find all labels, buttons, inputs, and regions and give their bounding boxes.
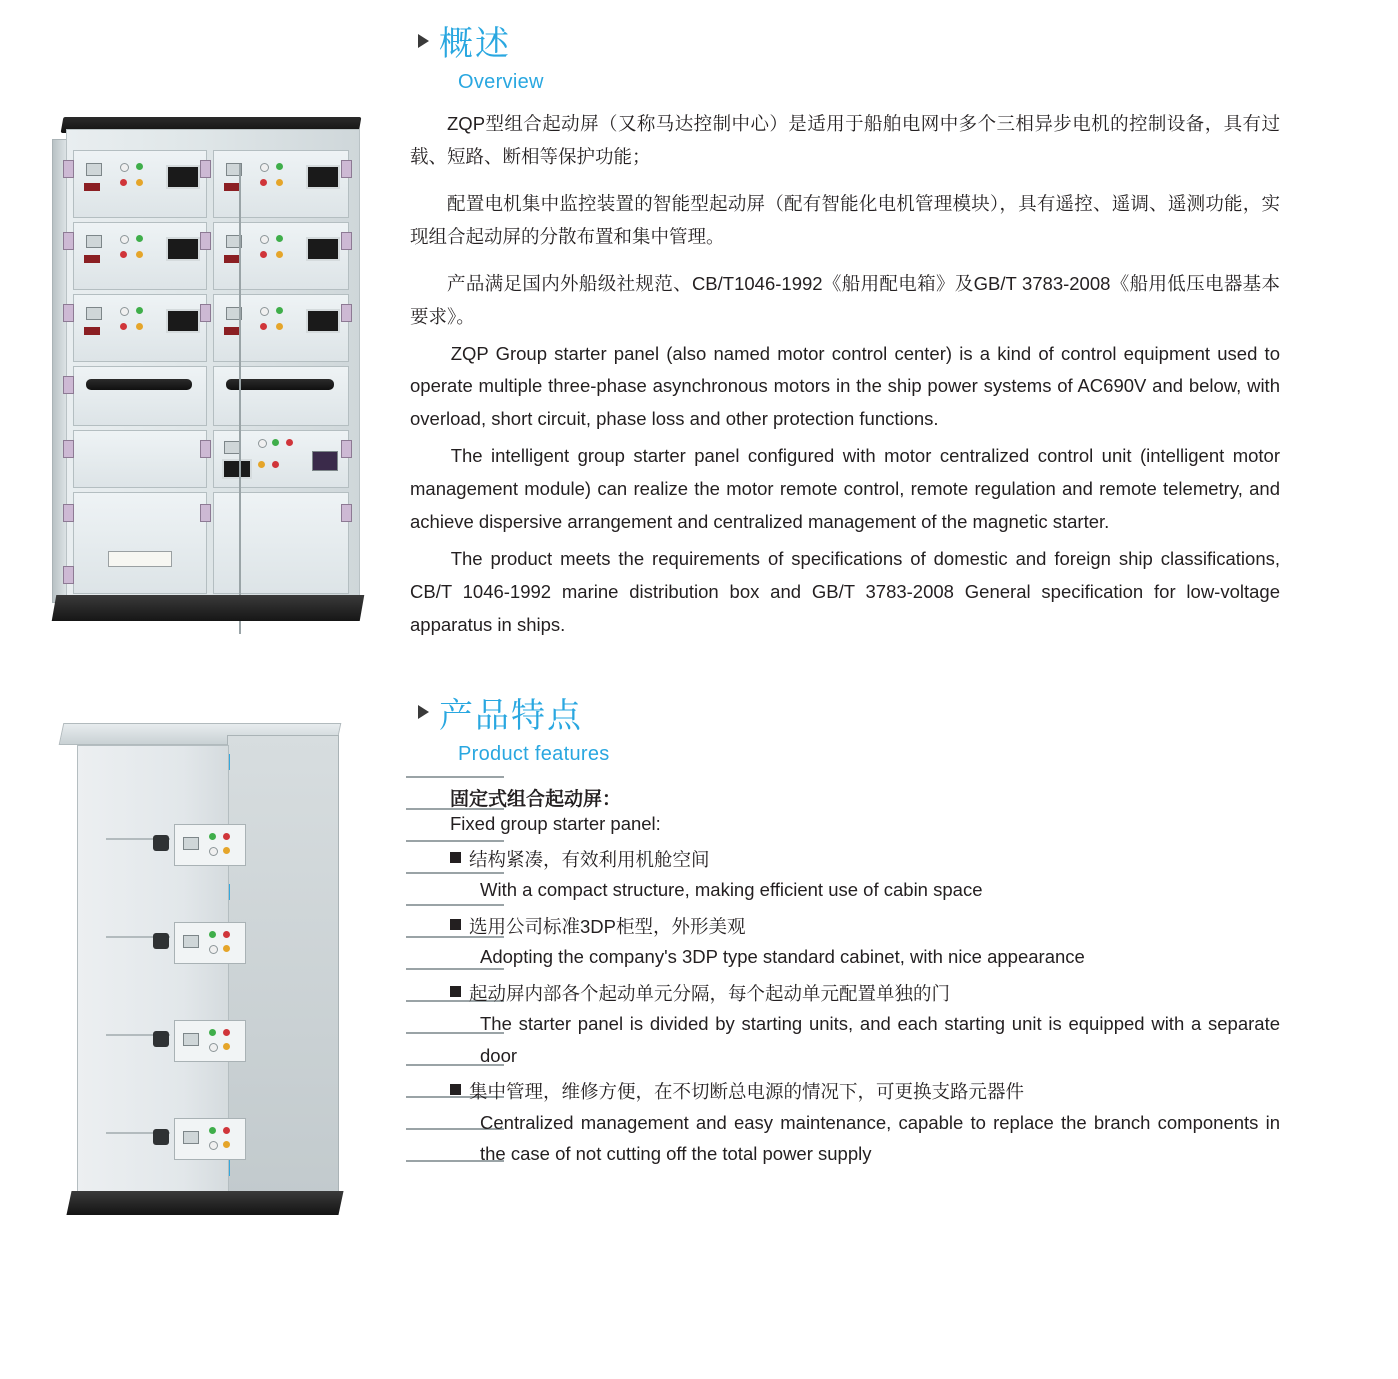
feature-cn-row (450, 979, 1280, 1009)
feature-text-en: With a compact structure, making efficient use of cabin space (480, 879, 983, 901)
feature-text-cn: 结构紧凑，有效利用机舱空间 (469, 848, 710, 870)
overview-paragraph-cn: 配置电机集中监控装置的智能型起动屏（配有智能化电机管理模块），具有遥控、遥调、遥测功能，实现组合起动屏的分散布置和集中管理。 (410, 192, 1280, 247)
blank-door (73, 430, 207, 488)
feature-list (410, 845, 1280, 1170)
starter-unit-door (73, 222, 207, 290)
feature-cn-row (450, 1077, 1280, 1107)
product-photo-front (38, 95, 378, 655)
drawer-door (73, 366, 207, 426)
overview-paragraph-en: The intelligent group starter panel configured with motor centralized control unit (intelligent motor management module) can realize the motor remote control, remote regulation and remote telemetry, and achieve dispersive arrangement and centralized management of the magnetic starter. (410, 445, 1280, 533)
content-column (410, 0, 1280, 1170)
overview-paragraph-en: ZQP Group starter panel (also named motor control center) is a kind of control equipment used to operate multiple three-phase asynchronous motors in the ship power systems of AC690V and below, with overload, short circuit, phase loss and other protection functions. (410, 342, 1280, 430)
triangle-bullet-icon (418, 705, 429, 719)
list-item (410, 979, 1280, 1071)
feature-text-en: Adopting the company's 3DP type standard cabinet, with nice appearance (480, 946, 1085, 968)
list-item (410, 845, 1280, 906)
starter-unit-door (213, 222, 349, 290)
starter-unit-panel (174, 824, 246, 866)
overview-heading (410, 16, 1280, 65)
feature-text-en: The starter panel is divided by starting units, and each starting unit is equipped with a separate door (480, 1013, 1280, 1066)
equipment-label (108, 551, 172, 567)
feature-text-en: Centralized management and easy maintenance, capable to replace the branch components in the case of not cutting off the total power supply (480, 1111, 1280, 1165)
feature-text-cn: 选用公司标准3DP柜型，外形美观 (469, 915, 746, 937)
features-heading (410, 688, 1280, 737)
product-photo-cabinet (55, 705, 375, 1265)
starter-unit-door (73, 294, 207, 362)
feature-text-cn: 集中管理，维修方便，在不切断总电源的情况下，可更换支路元器件 (469, 1081, 1025, 1103)
section-title-en: Overview (458, 71, 544, 93)
cabinet-front-face (77, 745, 229, 1197)
square-bullet-icon (450, 986, 461, 997)
overview-paragraph-en: The product meets the requirements of specifications of domestic and foreign ship classifications, CB/T 1046-1992 marine distribution box and GB/T 3783-2008 General specification for low-voltage apparatus in ships. (410, 548, 1280, 635)
feature-subtitle-cn: 固定式组合起动屏： (450, 788, 622, 810)
starter-unit-panel (174, 1020, 246, 1062)
starter-unit-panel (174, 922, 246, 964)
feature-subtitle-en: Fixed group starter panel: (450, 812, 661, 834)
feature-cn-row (450, 912, 1280, 942)
drawer-door (213, 366, 349, 426)
section-title-en: Product features (458, 742, 610, 765)
triangle-bullet-icon (418, 34, 429, 48)
feature-cn-row (450, 845, 1280, 875)
list-item (410, 912, 1280, 973)
starter-unit-door (213, 294, 349, 362)
cabinet-plinth (66, 1191, 343, 1215)
overview-paragraph-cn: ZQP型组合起动屏（又称马达控制中心）是适用于船舶电网中多个三相异步电机的控制设备，具有过载、短路、断相等保护功能； (410, 113, 1280, 167)
square-bullet-icon (450, 1084, 461, 1095)
lower-compartment-door (73, 492, 207, 594)
starter-unit-panel (174, 1118, 246, 1160)
lower-compartment-door (213, 492, 349, 594)
control-unit-door (213, 430, 349, 488)
feature-text-cn: 起动屏内部各个起动单元分隔，每个起动单元配置单独的门 (469, 982, 951, 1004)
square-bullet-icon (450, 852, 461, 863)
cabinet-body (66, 129, 360, 601)
square-bullet-icon (450, 919, 461, 930)
section-product-features (410, 688, 1280, 1170)
list-item (410, 1077, 1280, 1169)
section-title-cn: 概述 (439, 25, 511, 63)
cabinet-plinth (52, 595, 365, 621)
section-overview (410, 16, 1280, 642)
overview-paragraph-cn: 产品满足国内外船级社规范、CB/T1046-1992《船用配电箱》及GB/T 3783-2008《船用低压电器基本要求》。 (410, 272, 1280, 327)
overview-body (410, 108, 1280, 642)
image-column (0, 0, 400, 1379)
section-title-cn: 产品特点 (439, 696, 583, 735)
starter-unit-door (73, 150, 207, 218)
starter-unit-door (213, 150, 349, 218)
